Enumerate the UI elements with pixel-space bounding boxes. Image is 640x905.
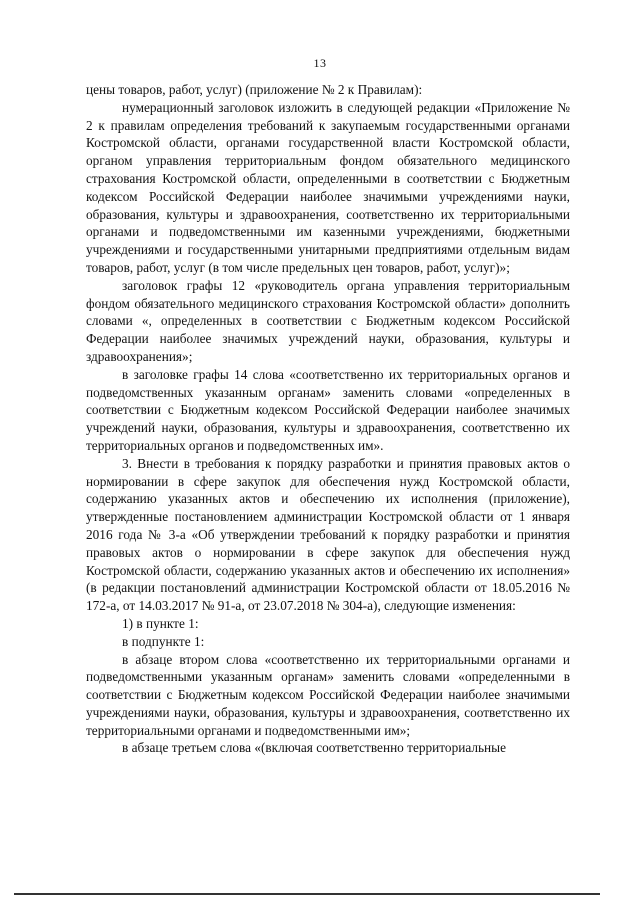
scan-edge-line [14, 893, 600, 895]
paragraph: в абзаце третьем слова «(включая соответственно территориальные [122, 740, 506, 756]
paragraph: заголовок графы 12 «руководитель органа управления территориальным фондом обязательного медицинского страхования Костромской области» дополнить словами «, определенных в соответствии с Бюджетным кодексом Российской Федерации наиболее значимых учреждений науки, образования, культуры и здравоохранения»; [86, 277, 570, 364]
paragraph: 3. Внести в требования к порядку разработки и принятия правовых актов о нормировании в сфере закупок для обеспечения нужд Костромской области, содержанию указанных актов и обеспечению их исполнения (приложение), утвержденные постановлением администрации Костромской области от 1 января 2016 года № 3-а «Об утверждении требований к порядку разработки и принятия правовых актов о нормировании в сфере закупок для обеспечения нужд Костромской области, содержанию указанных актов и обеспечению их исполнения» (в редакции постановлений администрации Костромской области от 18.05.2016 № 172-а, от 14.03.2017 № 91-а, от 23.07.2018 № 304-а), следующие изменения: [86, 455, 570, 614]
paragraph: в абзаце втором слова «соответственно их территориальными органами и подведомственными указанным органам» заменить словами «определенными в соответствии с Бюджетным кодексом Российской Федерации наиболее значимыми учреждениями науки, образования, культуры и здравоохранения, соответственно их территориальными органами и подведомственными им»; [86, 651, 570, 738]
paragraph: нумерационный заголовок изложить в следующей редакции «Приложение № 2 к правилам определения требований к закупаемым государственными органами Костромской области, органами государственной власти Костромской области, органом управления территориальным фондом обязательного медицинского страхования Костромской области, определенными в соответствии с Бюджетным кодексом Российской Федерации наиболее значимыми учреждениями науки, образования, культуры и здравоохранения, соответственно их территориальными органами и подведомственными им казенными учреждениями, бюджетными учреждениями и государственными унитарными предприятиями отдельным видам товаров, работ, услуг (в том числе предельных цен товаров, работ, услуг)»; [86, 99, 570, 275]
paragraph: 1) в пункте 1: [122, 615, 199, 631]
paragraph: в заголовке графы 14 слова «соответственно их территориальных органов и подведомственных указанным органам» заменить словами «определенных в соответствии с Бюджетным кодексом Российской Федерации наиболее значимых учреждений науки, образования, культуры и здравоохранения, соответственно их территориальных органов и подведомственных им». [86, 366, 570, 453]
paragraph: цены товаров, работ, услуг) (приложение № 2 к Правилам): [86, 82, 423, 97]
paragraph: в подпункте 1: [122, 633, 205, 649]
body-text [86, 81, 570, 757]
page-number: 13 [313, 56, 327, 70]
